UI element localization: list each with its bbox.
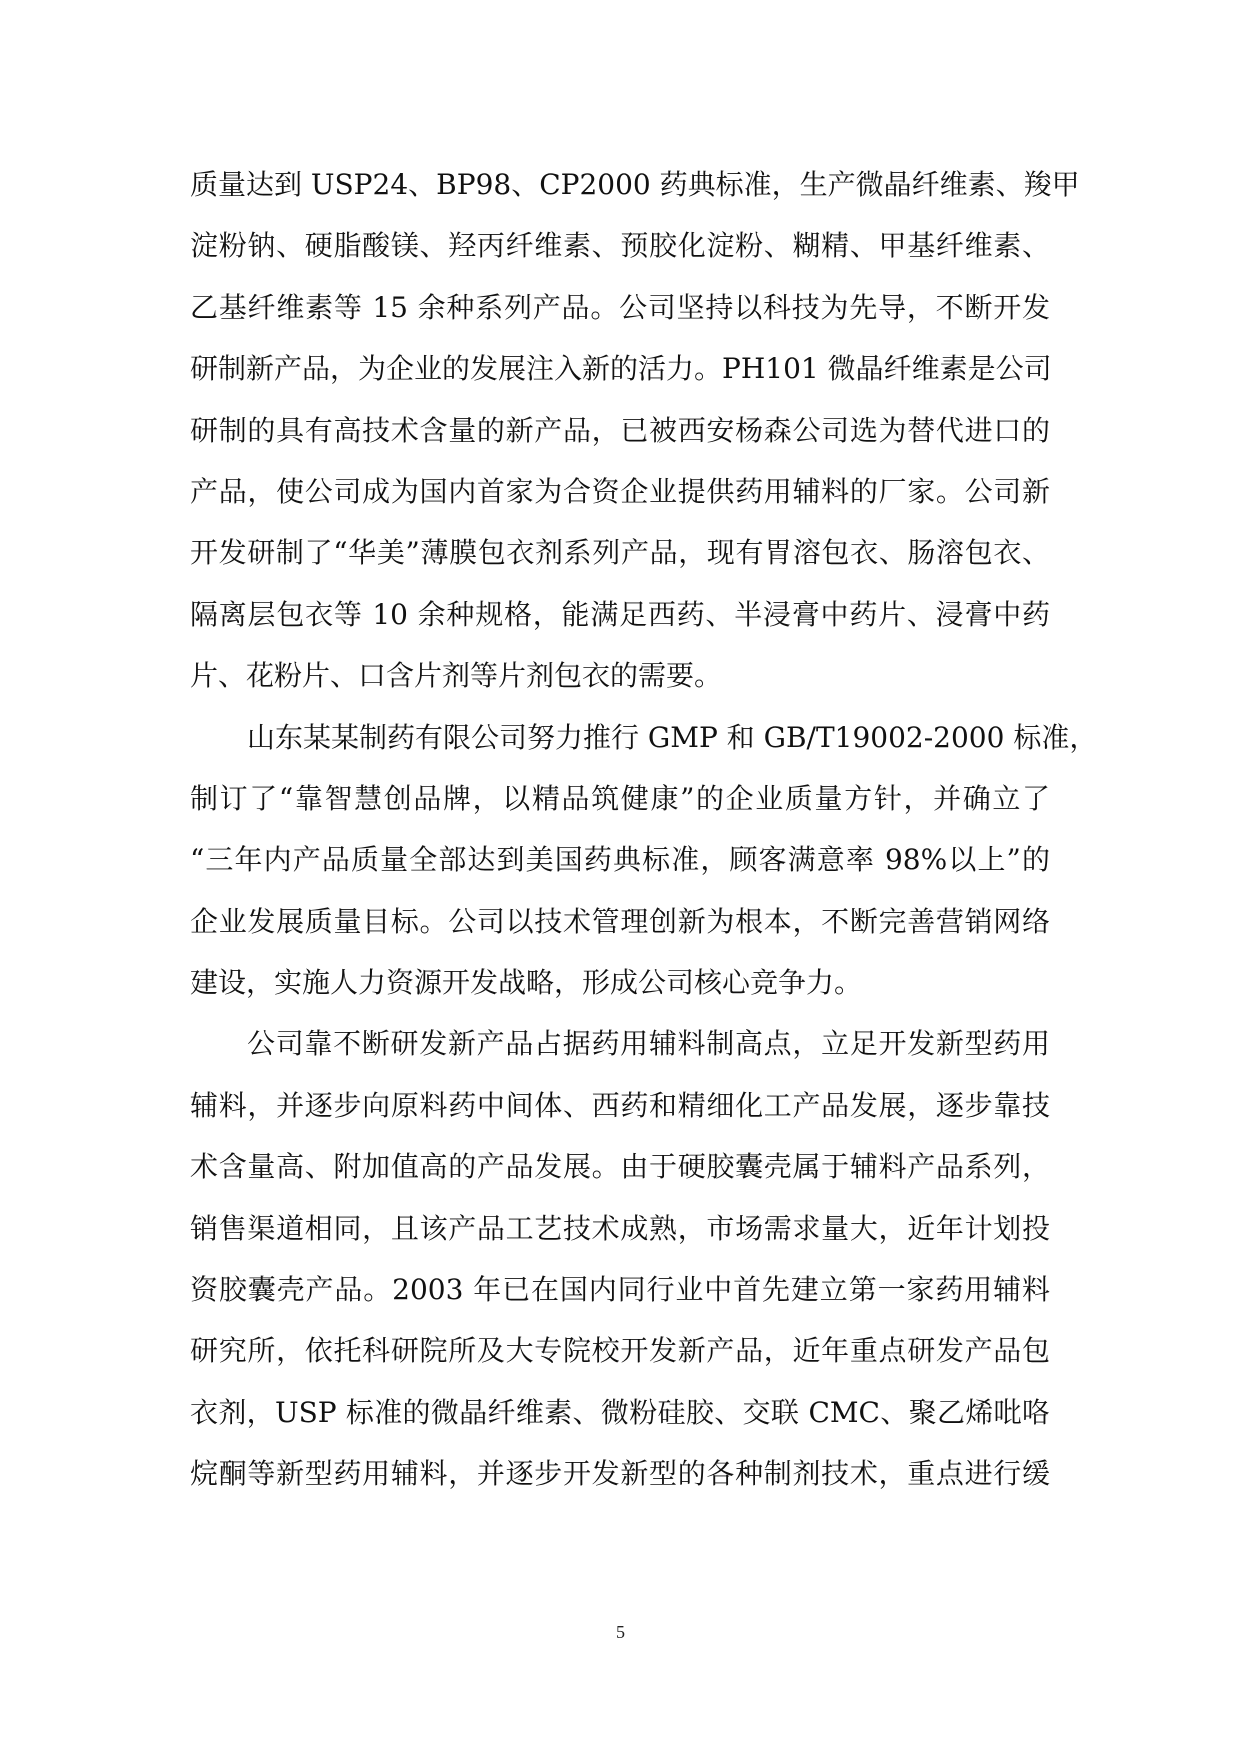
text-line: “三年内产品质量全部达到美国药典标准，顾客满意率 98%以上”的 <box>190 843 1050 877</box>
text-line: 建设，实施人力资源开发战略，形成公司核心竞争力。 <box>190 966 863 1000</box>
document-body <box>190 154 1098 1505</box>
text-line: 企业发展质量目标。公司以技术管理创新为根本，不断完善营销网络 <box>190 904 1050 938</box>
text-line: 隔离层包衣等 10 余种规格，能满足西药、半浸膏中药片、浸膏中药 <box>190 597 1050 631</box>
text-line: 衣剂，USP 标准的微晶纤维素、微粉硅胶、交联 CMC、聚乙烯吡咯 <box>190 1395 1050 1429</box>
text-line: 研制的具有高技术含量的新产品，已被西安杨森公司选为替代进口的 <box>190 413 1050 447</box>
text-line: 开发研制了“华美”薄膜包衣剂系列产品，现有胃溶包衣、肠溶包衣、 <box>190 536 1050 570</box>
page-number: 5 <box>616 1622 625 1642</box>
text-line: 质量达到 USP24、BP98、CP2000 药典标准，生产微晶纤维素、羧甲 <box>190 168 1080 201</box>
text-line: 资胶囊壳产品。2003 年已在国内同行业中首先建立第一家药用辅料 <box>190 1273 1050 1307</box>
text-line: 烷酮等新型药用辅料，并逐步开发新型的各种制剂技术，重点进行缓 <box>190 1457 1050 1491</box>
text-line: 淀粉钠、硬脂酸镁、羟丙纤维素、预胶化淀粉、糊精、甲基纤维素、 <box>190 229 1050 263</box>
text-line: 公司靠不断研发新产品占据药用辅料制高点，立足开发新型药用 <box>247 1027 1050 1061</box>
text-line: 术含量高、附加值高的产品发展。由于硬胶囊壳属于辅料产品系列， <box>190 1150 1050 1184</box>
text-line: 产品，使公司成为国内首家为合资企业提供药用辅料的厂家。公司新 <box>190 474 1050 508</box>
text-line: 制订了“靠智慧创品牌，以精品筑健康”的企业质量方针，并确立了 <box>190 781 1050 815</box>
text-line: 山东某某制药有限公司努力推行 GMP 和 GB/T19002-2000 标准， <box>247 720 1098 754</box>
text-line: 乙基纤维素等 15 余种系列产品。公司坚持以科技为先导，不断开发 <box>190 290 1050 324</box>
text-line: 片、花粉片、口含片剂等片剂包衣的需要。 <box>190 659 723 693</box>
text-line: 研制新产品，为企业的发展注入新的活力。PH101 微晶纤维素是公司 <box>190 352 1052 386</box>
text-line: 研究所，依托科研院所及大专院校开发新产品，近年重点研发产品包 <box>190 1334 1050 1368</box>
text-line: 辅料，并逐步向原料药中间体、西药和精细化工产品发展，逐步靠技 <box>190 1088 1050 1122</box>
text-line: 销售渠道相同，且该产品工艺技术成熟，市场需求量大，近年计划投 <box>190 1211 1050 1245</box>
